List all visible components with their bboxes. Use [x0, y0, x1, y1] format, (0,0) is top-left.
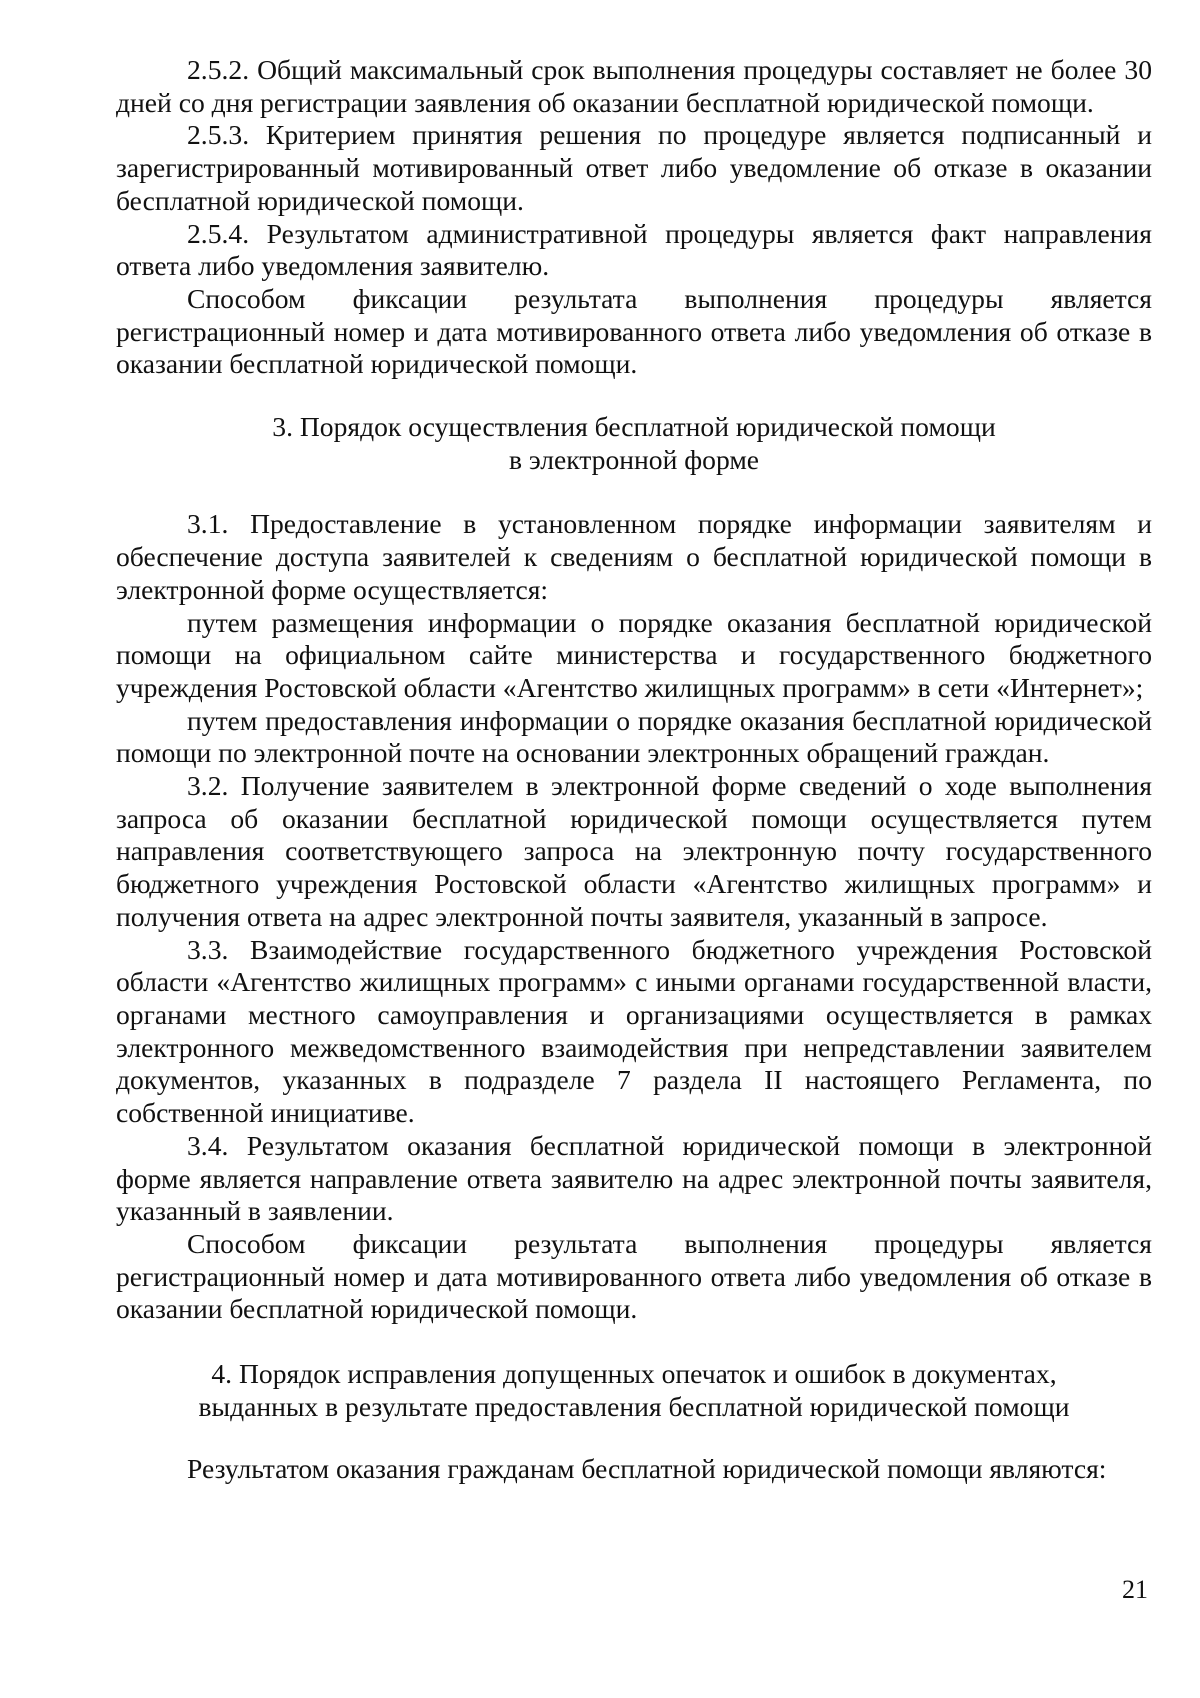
document-body — [116, 54, 1152, 1486]
section-4-heading — [116, 1358, 1152, 1423]
spacer — [116, 476, 1152, 508]
section-3-heading — [116, 411, 1152, 476]
paragraph-3-1-website: путем размещения информации о порядке оказания бесплатной юридической помощи на официальном сайте министерства и государственного бюджетного учреждения Ростовской области «Агентство жилищных программ» в сети «Интернет»; — [116, 606, 1152, 703]
paragraph-3-2: 3.2. Получение заявителем в электронной форме сведений о ходе выполнения запроса об оказании бесплатной юридической помощи осуществляется путем направления соответствующего запроса на электронную почту государственного бюджетного учреждения Ростовской области «Агентство жилищных программ» и получения ответа на адрес электронной почты заявителя, указанный в запросе. — [116, 770, 1152, 932]
section-4-heading-line-2: выданных в результате предоставления бесплатной юридической помощи — [198, 1390, 1070, 1422]
spacer — [116, 1326, 1152, 1358]
paragraph-fixation-method-2: Способом фиксации результата выполнения процедуры является регистрационный номер и дата мотивированного ответа либо уведомления об отказе в оказании бесплатной юридической помощи. — [116, 1227, 1152, 1325]
paragraph-3-1-email: путем предоставления информации о порядке оказания бесплатной юридической помощи по электронной почте на основании электронных обращений граждан. — [116, 704, 1152, 769]
paragraph-3-4: 3.4. Результатом оказания бесплатной юридической помощи в электронной форме является направление ответа заявителю на адрес электронной почты заявителя, указанный в заявлении. — [116, 1129, 1152, 1227]
paragraph-fixation-method-1: Способом фиксации результата выполнения процедуры является регистрационный номер и дата мотивированного ответа либо уведомления об отказе в оказании бесплатной юридической помощи. — [116, 282, 1152, 380]
paragraph-3-1: 3.1. Предоставление в установленном порядке информации заявителям и обеспечение доступа заявителей к сведениям о бесплатной юридической помощи в электронной форме осуществляется: — [116, 508, 1152, 605]
spacer — [116, 381, 1152, 411]
page-number: 21 — [1122, 1575, 1148, 1604]
paragraph-2-5-3: 2.5.3. Критерием принятия решения по процедуре является подписанный и зарегистрированный мотивированный ответ либо уведомление об отказе в оказании бесплатной юридической помощи. — [116, 119, 1152, 216]
section-3-heading-line-1: 3. Порядок осуществления бесплатной юридической помощи — [272, 411, 996, 443]
section-3-heading-line-2: в электронной форме — [508, 443, 760, 475]
paragraph-4-results: Результатом оказания гражданам бесплатной юридической помощи являются: — [187, 1453, 1107, 1485]
section-4-heading-line-1: 4. Порядок исправления допущенных опечаток и ошибок в документах, — [211, 1358, 1057, 1390]
paragraph-3-3: 3.3. Взаимодействие государственного бюджетного учреждения Ростовской области «Агентство жилищных программ» с иными органами государственной власти, органами местного самоуправления и организациями осуществляется в рамках электронного межведомственного взаимодействия при непредставлении заявителем документов, указанных в подразделе 7 раздела II настоящего Регламента, по собственной инициативе. — [116, 933, 1152, 1129]
paragraph-2-5-2: 2.5.2. Общий максимальный срок выполнения процедуры составляет не более 30 дней со дня регистрации заявления об оказании бесплатной юридической помощи. — [116, 54, 1152, 118]
spacer — [116, 1423, 1152, 1453]
paragraph-2-5-4: 2.5.4. Результатом административной процедуры является факт направления ответа либо уведомления заявителю. — [116, 217, 1152, 282]
